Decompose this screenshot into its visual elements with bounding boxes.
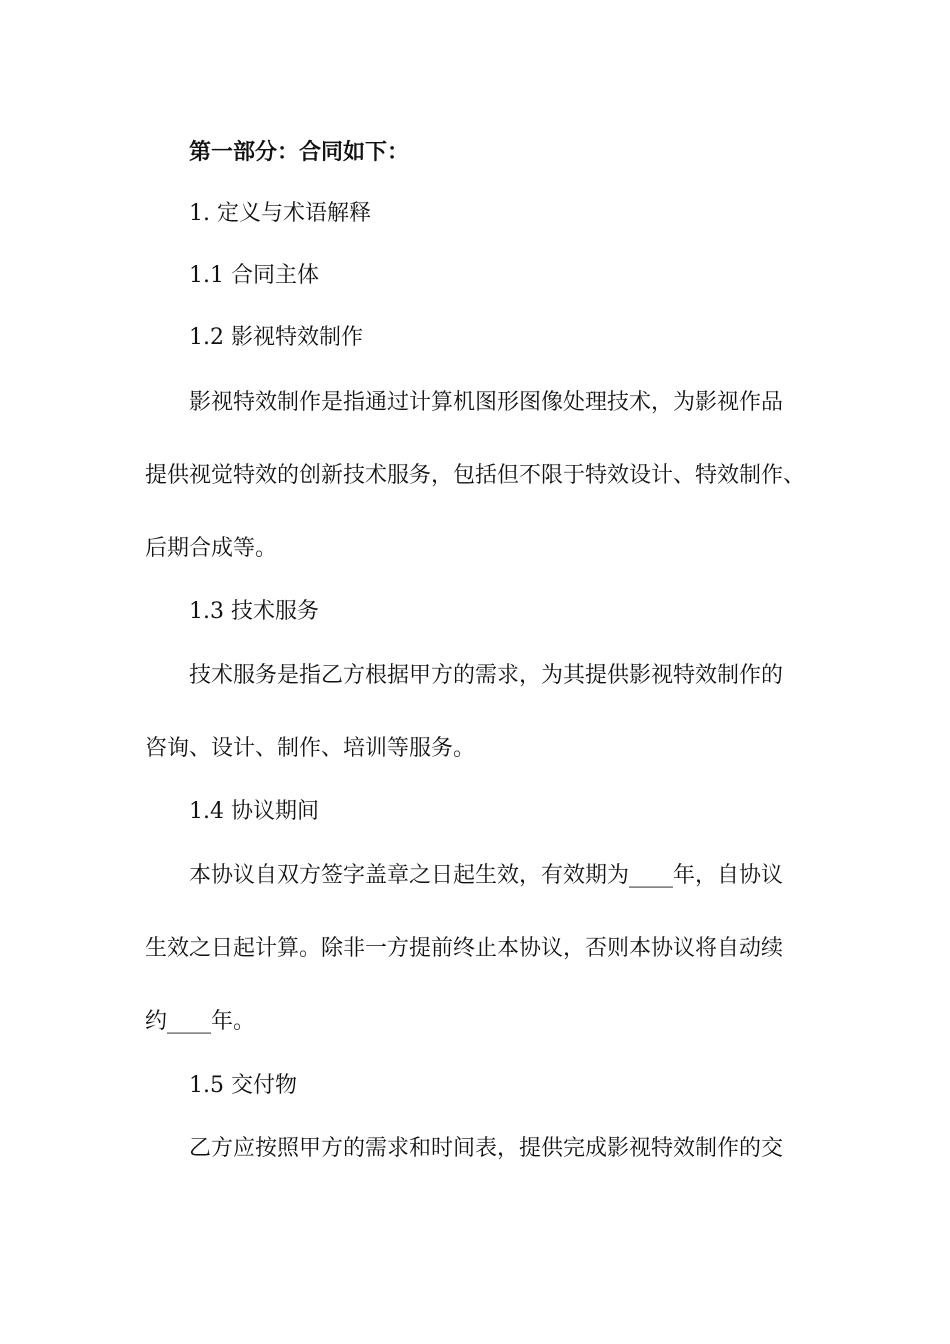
clause-1-2-title: 1.2 影视特效制作 — [189, 325, 363, 350]
clause-1-5-title: 1.5 交付物 — [189, 1073, 297, 1098]
clause-1-3-title: 1.3 技术服务 — [189, 599, 319, 624]
paragraph-line: 后期合成等。 — [145, 536, 278, 561]
paragraph-line: 提供视觉特效的创新技术服务，包括但不限于特效设计、特效制作、 — [145, 463, 806, 488]
paragraph-line: 本协议自双方签字盖章之日起生效，有效期为____年，自协议 — [189, 863, 784, 888]
paragraph-line: 乙方应按照甲方的需求和时间表，提供完成影视特效制作的交 — [189, 1136, 784, 1161]
paragraph-line: 技术服务是指乙方根据甲方的需求，为其提供影视特效制作的 — [189, 663, 784, 688]
paragraph-line: 约____年。 — [145, 1009, 256, 1034]
section-heading: 第一部分：合同如下： — [189, 139, 410, 165]
clause-1-1-title: 1.1 合同主体 — [189, 263, 319, 288]
paragraph-line: 生效之日起计算。除非一方提前终止本协议，否则本协议将自动续 — [145, 936, 784, 961]
paragraph-line: 影视特效制作是指通过计算机图形图像处理技术，为影视作品 — [189, 390, 784, 415]
clause-1-title: 1. 定义与术语解释 — [189, 201, 371, 226]
clause-1-4-title: 1.4 协议期间 — [189, 799, 319, 824]
paragraph-line: 咨询、设计、制作、培训等服务。 — [145, 736, 476, 761]
